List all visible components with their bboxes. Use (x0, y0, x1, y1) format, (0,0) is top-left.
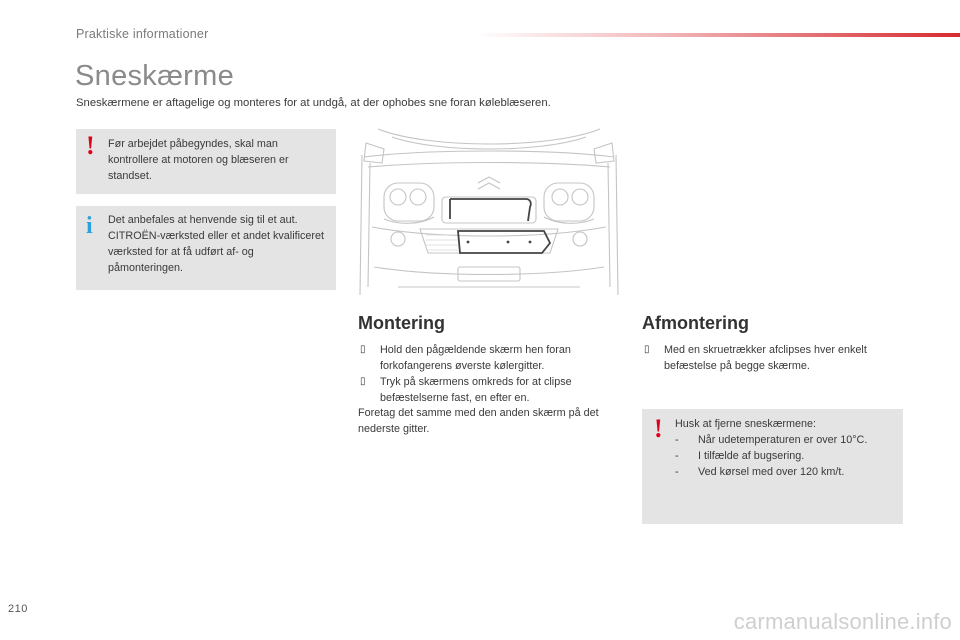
list-item: - Når udetemperaturen er over 10°C. (675, 434, 868, 446)
checkbox-bullet-icon: ▯ (644, 344, 650, 355)
section-header: Praktiske informationer (76, 27, 209, 41)
list-item: ▯ Med en skruetrækker afclipses hver enkelt befæstelse på begge skærme. (644, 344, 867, 372)
info-notice-text: Det anbefales at henvende sig til et aut. CITROËN-værksted eller et andet kvalificeret værksted for at få udført af- og påmonteringen. (108, 214, 325, 274)
remember-notice (642, 409, 903, 524)
info-icon: i (86, 213, 93, 239)
warning-exclamation-icon: ! (86, 131, 95, 160)
remember-notice-title: Husk at fjerne sneskærmene: (675, 418, 817, 430)
intro-text: Sneskærmene er aftagelige og monteres for at undgå, at der ophobes sne foran køleblæseren. (76, 97, 551, 109)
checkbox-bullet-icon: ▯ (360, 376, 366, 387)
unmounting-heading: Afmontering (642, 313, 749, 333)
list-item: - Ved kørsel med over 120 km/t. (675, 466, 845, 478)
warning-exclamation-icon: ! (654, 414, 663, 443)
header-accent-bar (476, 33, 960, 37)
remember-list (675, 432, 897, 480)
warning-notice (76, 129, 336, 194)
mounting-heading: Montering (358, 313, 445, 333)
car-front-illustration (358, 127, 620, 295)
page-title: Sneskærme (75, 60, 235, 92)
list-item: ▯ Hold den pågældende skærm hen foran forkofangerens øverste kølergitter. (360, 344, 571, 372)
page-number: 210 (8, 603, 28, 615)
info-notice (76, 206, 336, 290)
mounting-note: Foretag det samme med den anden skærm på det nederste gitter. (358, 407, 599, 435)
watermark: carmanualsonline.info (733, 609, 952, 634)
warning-notice-text: Før arbejdet påbegyndes, skal man kontrollere at motoren og blæseren er standset. (108, 138, 289, 182)
mounting-steps (358, 342, 618, 406)
unmounting-steps (642, 342, 904, 374)
list-item: ▯ Tryk på skærmens omkreds for at clipse befæstelserne fast, en efter en. (360, 376, 572, 404)
checkbox-bullet-icon: ▯ (360, 344, 366, 355)
list-item: - I tilfælde af bugsering. (675, 450, 805, 462)
